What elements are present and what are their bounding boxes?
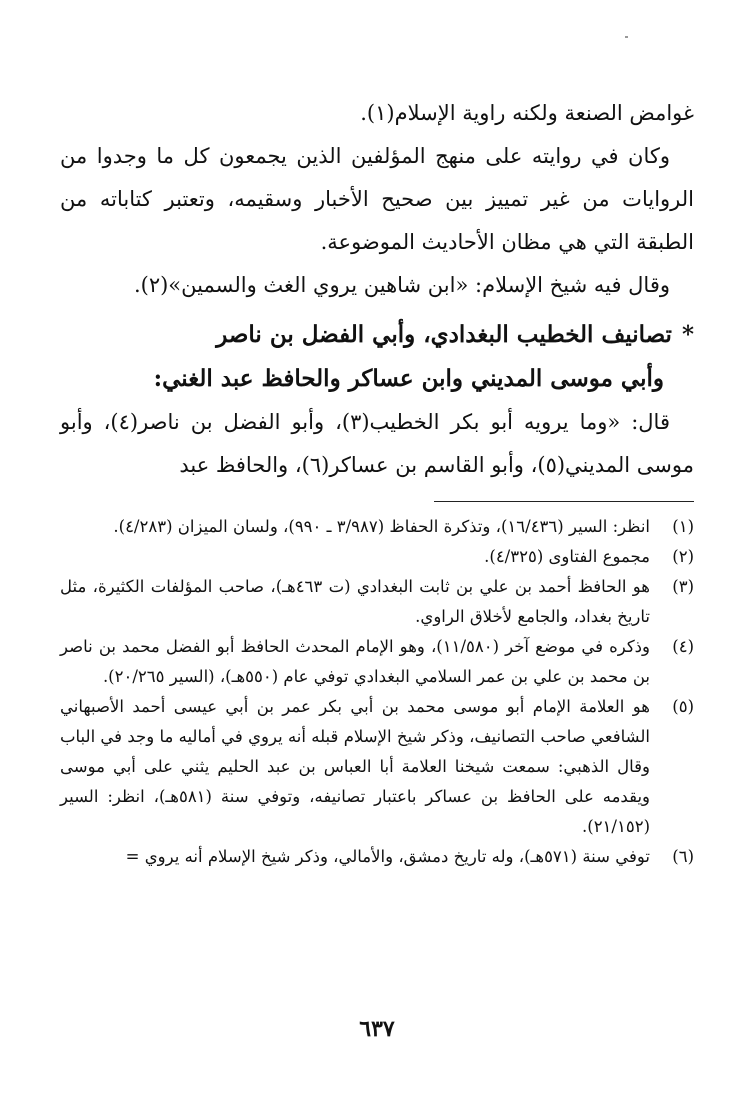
main-text: [60, 92, 694, 487]
footnote-number: (٣): [672, 577, 694, 596]
footnote-3: [60, 572, 694, 632]
footnote-number: (٦): [672, 847, 694, 866]
heading-line-1-text: تصانيف الخطيب البغدادي، وأبي الفضل بن ناصر: [216, 321, 672, 348]
footnote-number: (٢): [672, 547, 694, 566]
footnote-4: [60, 632, 694, 692]
footnote-5: [60, 692, 694, 842]
paragraph-quote: قال: «وما يرويه أبو بكر الخطيب(٣)، وأبو الفضل بن ناصر(٤)، وأبو موسى المديني(٥)، وأبو القاسم بن عساكر(٦)، والحافظ عبد: [60, 410, 694, 477]
footnotes: [60, 512, 694, 872]
heading-line-1: [60, 313, 694, 357]
paragraph-2: وكان في روايته على منهج المؤلفين الذين يجمعون كل ما وجدوا من الروايات من غير تمييز بين صحيح الأخبار وسقيمه، وتعتبر كتاباته من الطبقة التي هي مظان الأحاديث الموضوعة.: [60, 144, 694, 254]
paragraph-3: وقال فيه شيخ الإسلام: «ابن شاهين يروي الغث والسمين»(٢).: [133, 273, 670, 297]
book-page: [60, 92, 694, 1098]
footnote-number: (٤): [672, 637, 694, 656]
heading-line-2: وأبي موسى المديني وابن عساكر والحافظ عبد الغني:: [153, 365, 664, 392]
footnote-text: انظر: السير (١٦/٤٣٦)، وتذكرة الحفاظ (٣/٩٨٧ ـ ٩٩٠)، ولسان الميزان (٤/٢٨٣).: [113, 517, 650, 536]
footnote-text: وذكره في موضع آخر (١١/٥٨٠)، وهو الإمام المحدث الحافظ أبو الفضل محمد بن ناصر بن محمد بن علي بن عمر السلامي البغدادي توفي عام (٥٥٠هـ)، (السير ٢٠/٢٦٥).: [60, 637, 650, 686]
scan-speck: [625, 36, 628, 38]
footnote-6: [60, 842, 694, 872]
footnote-divider: [434, 501, 694, 502]
section-heading: [60, 313, 694, 401]
footnote-1: [60, 512, 694, 542]
footnote-number: (١): [672, 517, 694, 536]
footnote-text: توفي سنة (٥٧١هـ)، وله تاريخ دمشق، والأمالي، وذكر شيخ الإسلام أنه يروي =: [125, 847, 650, 866]
footnote-number: (٥): [672, 697, 694, 716]
footnote-text: هو العلامة الإمام أبو موسى محمد بن أبي بكر عمر بن أبي عيسى أحمد الأصبهاني الشافعي صاحب التصانيف، وذكر شيخ الإسلام قبله أنه يروي في أماليه ما وجد في الباب وقال الذهبي: سمعت شيخنا العلامة أبا العباس بن عبد الحليم يثني على أبي موسى ويقدمه على الحافظ بن عساكر باعتبار تصانيفه، وتوفي سنة (٥٨١هـ)، انظر: السير (٢١/١٥٢).: [60, 697, 651, 836]
star-marker: *: [681, 321, 694, 348]
footnote-text: هو الحافظ أحمد بن علي بن ثابت البغدادي (ت ٤٦٣هـ)، صاحب المؤلفات الكثيرة، مثل تاريخ بغداد، والجامع لأخلاق الراوي.: [60, 577, 650, 626]
paragraph-1: غوامض الصنعة ولكنه راوية الإسلام(١).: [360, 101, 694, 125]
footnote-text: مجموع الفتاوى (٤/٣٢٥).: [484, 547, 650, 566]
page-number: ٦٣٧: [359, 1016, 395, 1042]
footnote-2: [60, 542, 694, 572]
